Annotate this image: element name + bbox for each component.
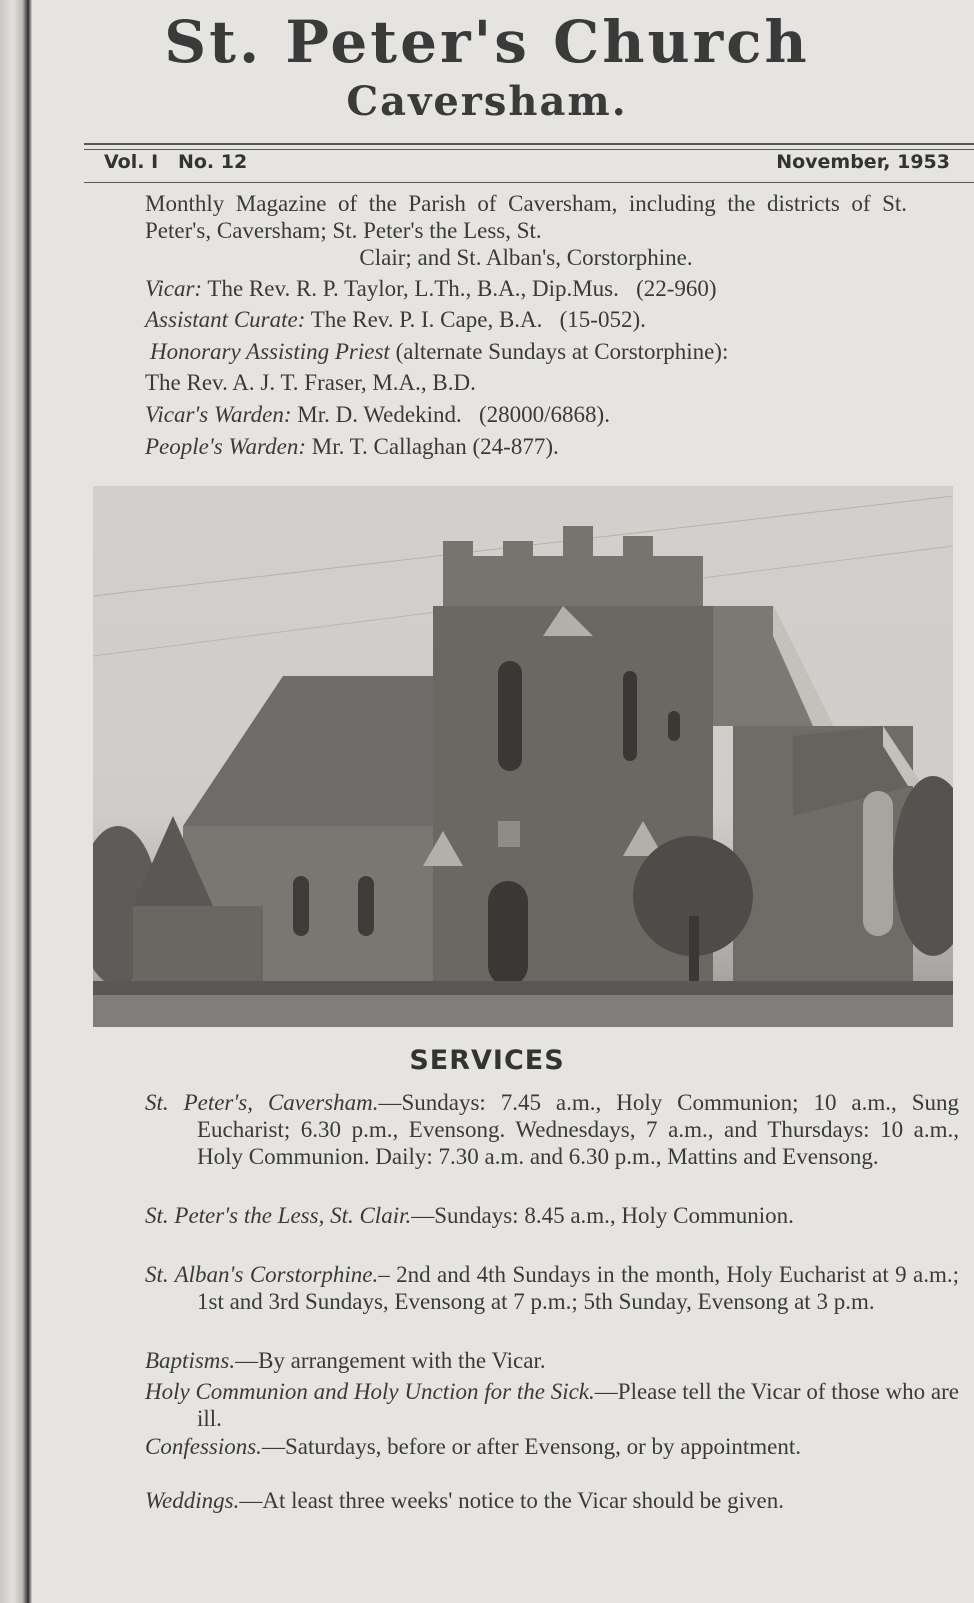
header-rule-bottom xyxy=(84,182,974,183)
staff-role: People's Warden: xyxy=(145,434,306,459)
staff-text: The Rev. A. J. T. Fraser, M.A., B.D. xyxy=(145,370,476,395)
service-text: —By arrangement with the Vicar. xyxy=(235,1348,546,1373)
intro-line-2: Clair; and St. Alban's, Corstorphine. xyxy=(359,245,693,270)
staff-honorary-priest xyxy=(150,339,930,365)
church-illustration xyxy=(93,486,953,1027)
staff-vicar xyxy=(145,276,925,302)
magazine-intro xyxy=(145,190,907,271)
service-st-peters-caversham xyxy=(145,1089,959,1170)
service-st-albans xyxy=(145,1261,959,1315)
staff-assistant-curate xyxy=(145,307,925,333)
service-text: —Sundays: 7.45 a.m., Holy Communion; 10 a.m., Sung Eucharist; 6.30 p.m., Evensong. Wednesdays, 7 a.m., and Thursdays: 10 a.m., Holy Communion. Daily: 7.30 a.m. and 6.30 p.m., Mattins and Evensong. xyxy=(197,1090,960,1169)
service-text: —At least three weeks' notice to the Vicar should be given. xyxy=(239,1488,784,1513)
service-place: St. Peter's the Less, St. Clair. xyxy=(145,1203,412,1228)
masthead-subtitle: Caversham. xyxy=(346,78,628,125)
service-place: St. Peter's, Caversham. xyxy=(145,1090,379,1115)
service-text: – 2nd and 4th Sundays in the month, Holy Eucharist at 9 a.m.; 1st and 3rd Sundays, Evensong at 7 p.m.; 5th Sunday, Evensong at 3 p.m. xyxy=(197,1262,960,1314)
staff-text: The Rev. R. P. Taylor, L.Th., B.A., Dip.Mus. (22-960) xyxy=(207,276,717,301)
service-text: —Please tell the Vicar of those who are ill. xyxy=(197,1379,959,1431)
services-heading: SERVICES xyxy=(409,1045,565,1076)
page-binding xyxy=(0,0,32,1603)
staff-role: Vicar: xyxy=(145,276,203,301)
service-baptisms xyxy=(145,1347,959,1374)
issue-volume: Vol. I No. 12 xyxy=(104,151,248,173)
issue-date: November, 1953 xyxy=(776,151,950,173)
church-photograph xyxy=(93,486,953,1027)
staff-role: Honorary Assisting Priest xyxy=(150,339,390,364)
service-place: St. Alban's Corstorphine. xyxy=(145,1262,379,1287)
staff-text: (alternate Sundays at Corstorphine): xyxy=(395,339,729,364)
service-sick xyxy=(145,1378,959,1432)
service-place: Confessions. xyxy=(145,1434,262,1459)
service-text: —Saturdays, before or after Evensong, or by appointment. xyxy=(261,1434,802,1459)
staff-role: Assistant Curate: xyxy=(145,307,306,332)
staff-text: Mr. D. Wedekind. (28000/6868). xyxy=(297,402,610,427)
staff-peoples-warden xyxy=(145,434,925,460)
staff-text: The Rev. P. I. Cape, B.A. (15-052). xyxy=(310,307,646,332)
staff-text: Mr. T. Callaghan (24-877). xyxy=(311,434,559,459)
service-weddings xyxy=(145,1487,959,1514)
masthead-title: St. Peter's Church xyxy=(164,8,810,76)
service-text: —Sundays: 8.45 a.m., Holy Communion. xyxy=(411,1203,794,1228)
service-place: Holy Communion and Holy Unction for the Sick. xyxy=(145,1379,595,1404)
staff-role: Vicar's Warden: xyxy=(145,402,292,427)
staff-honorary-priest-name xyxy=(145,370,925,396)
staff-vicars-warden xyxy=(145,402,925,428)
service-confessions xyxy=(145,1433,959,1460)
header-rule-top-thin xyxy=(84,149,974,150)
service-st-peters-the-less xyxy=(145,1202,959,1229)
service-place: Weddings. xyxy=(145,1488,240,1513)
intro-line-1: Monthly Magazine of the Parish of Caversham, including the districts of St. Peter's, Caversham; St. Peter's the Less, St. xyxy=(145,191,907,243)
header-rule-top xyxy=(84,143,974,145)
service-place: Baptisms. xyxy=(145,1348,236,1373)
